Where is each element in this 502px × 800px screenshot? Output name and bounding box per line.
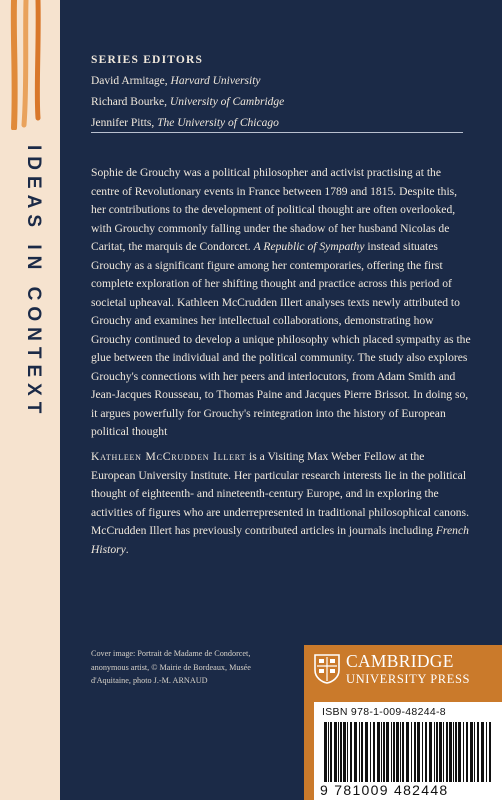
barcode-bar (411, 722, 412, 782)
barcode-bar (338, 722, 339, 782)
editor-row (91, 92, 284, 113)
barcode-bar (334, 722, 337, 782)
barcode-bar (402, 722, 404, 782)
editor-name: David Armitage, (91, 75, 171, 87)
publisher-name (346, 653, 470, 688)
barcode-bar (393, 722, 395, 782)
barcode-bar (400, 722, 401, 782)
barcode-bar (443, 722, 444, 782)
brush-strokes-decoration (0, 0, 60, 130)
barcode-bar (396, 722, 399, 782)
series-spine-strip (0, 0, 60, 800)
cambridge-shield-icon (314, 654, 340, 684)
series-editors (91, 50, 284, 134)
barcode-bar (391, 722, 392, 782)
barcode-bar (425, 722, 427, 782)
barcode-bar (463, 722, 464, 782)
barcode-bar (386, 722, 389, 782)
author-bio (91, 448, 471, 559)
barcode-bar (466, 722, 468, 782)
barcode-bar (481, 722, 484, 782)
barcode-bar (422, 722, 423, 782)
barcode-bar (429, 722, 432, 782)
bio-text-end: . (125, 542, 129, 556)
barcode-bar (377, 722, 380, 782)
barcode-bar (340, 722, 342, 782)
barcode-bar (350, 722, 352, 782)
barcode-bar (470, 722, 473, 782)
barcode-digits: 9 781009 482448 (320, 782, 449, 798)
editor-row (91, 71, 284, 92)
divider-rule (91, 132, 463, 133)
publisher-line1: CAMBRIDGE (346, 651, 454, 671)
book-title: A Republic of Sympathy (253, 240, 365, 253)
barcode-panel (314, 702, 502, 800)
barcode-bar (486, 722, 487, 782)
author-name: Kathleen McCrudden Illert (91, 450, 247, 463)
barcode-bar (446, 722, 448, 782)
barcode-bar (324, 722, 327, 782)
barcode-bar (365, 722, 368, 782)
barcode-image (324, 722, 494, 782)
barcode-bar (347, 722, 348, 782)
isbn-label: ISBN 978-1-009-48244-8 (322, 706, 446, 718)
barcode-bar (489, 722, 491, 782)
barcode-bar (359, 722, 360, 782)
barcode-bar (474, 722, 475, 782)
barcode-bar (370, 722, 371, 782)
barcode-bar (406, 722, 409, 782)
barcode-bar (373, 722, 375, 782)
editor-affiliation: University of Cambridge (169, 96, 285, 108)
blurb-text: Sophie de Grouchy was a political philosopher and activist practising at the centre of Revolutionary events in France between 1789 and 1815. Despite this, her contributions to the development of political thought are often overlooked, with Grouchy commonly falling under the shadow of her husband Nicolas de Caritat, the marquis de Condorcet. (91, 166, 458, 253)
barcode-bar (455, 722, 457, 782)
editor-name: Jennifer Pitts, (91, 117, 158, 129)
barcode-bar (458, 722, 461, 782)
series-editors-heading: SERIES EDITORS (91, 54, 204, 66)
barcode-bar (354, 722, 357, 782)
book-blurb (91, 164, 471, 442)
barcode-bar (328, 722, 329, 782)
barcode-bar (477, 722, 479, 782)
barcode-bar (414, 722, 416, 782)
blurb-text: instead situates Grouchy as a significant figure among her contemporaries, offering the first complete exploration of her shifting thought and practice across this period of societal upheaval. Kathleen McCrudden Illert analyses texts newly attributed to Grouchy and examines her intellectual collaborations, demonstrating how Grouchy continued to develop a unique philosophy which placed sympathy as the glue between the individual and the political community. The study also explores Grouchy's connections with her peers and interlocutors, from Adam Smith and Jean-Jacques Rousseau, to Thomas Paine and Jacques Pierre Brissot. In doing so, it argues powerfully for Grouchy's reintegration into the history of European political thought (91, 240, 471, 438)
publisher-line2: UNIVERSITY PRESS (346, 672, 471, 686)
barcode-bar (381, 722, 382, 782)
publisher-block (304, 645, 502, 800)
barcode-bar (343, 722, 346, 782)
barcode-bar (439, 722, 442, 782)
barcode-bar (436, 722, 438, 782)
barcode-bar (383, 722, 385, 782)
barcode-bar (330, 722, 332, 782)
barcode-bar (453, 722, 454, 782)
editor-affiliation: The University of Chicago (157, 117, 279, 129)
cover-image-credit: Cover image: Portrait de Madame de Condorcet, anonymous artist, © Mairie de Bordeaux, Musée d'Aquitaine, photo J.-M. ARNAUD (91, 649, 251, 685)
barcode-bar (434, 722, 435, 782)
barcode-bar (449, 722, 452, 782)
editor-row (91, 113, 284, 134)
series-title-vertical: IDEAS IN CONTEXT (23, 145, 44, 420)
barcode-bar (417, 722, 420, 782)
editor-name: Richard Bourke, (91, 96, 170, 108)
barcode-bar (361, 722, 363, 782)
journal-title: French History (91, 524, 469, 556)
bio-text: is a Visiting Max Weber Fellow at the European University Institute. Her particular research interests lie in the political thought of eighteenth- and nineteenth-century Europe, and in exploring the activities of figures who are underrepresented in traditional philosophical canons. McCrudden Illert has previously contributed articles in journals including (91, 450, 469, 537)
editor-affiliation: Harvard University (170, 75, 261, 87)
